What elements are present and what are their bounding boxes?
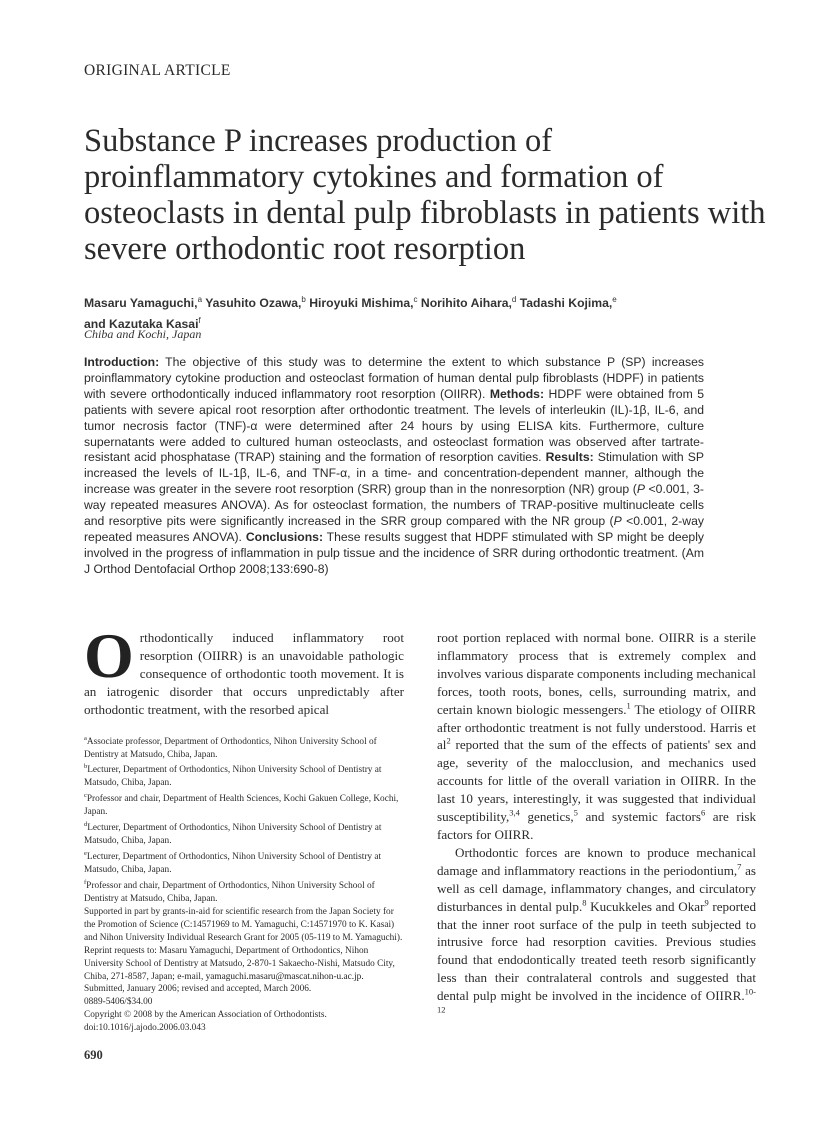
footnote (84, 790, 404, 819)
paragraph-text: Kucukkeles and Okar (586, 898, 705, 914)
email-link[interactable]: yamaguchi.masaru@mascat.nihon-u.ac.jp. (205, 971, 364, 982)
abstract-results-text: <0.001, 2-way repeated measures ANOVA). (84, 514, 704, 544)
paragraph-text: genetics, (519, 809, 574, 825)
p-value-symbol: P (636, 482, 645, 497)
author-mark: b (301, 295, 306, 304)
footnote-text: Professor and chair, Department of Orthodontics, Nihon University School of Dentistry at Matsudo, Chiba, Japan. (84, 881, 375, 905)
paragraph-text: rthodontically induced inflammatory root resorption (OIIRR) is an unavoidable pathologic consequence of orthodontic tooth movement. It is an iatrogenic disorder that occurs unpredictably after orthodontic treatment, with the resorbed apical (84, 630, 404, 717)
author-mark: f (198, 316, 201, 326)
paragraph-text: The etiology of OIIRR after orthodontic treatment is not fully understood. Harris et al (437, 701, 756, 753)
footnote (84, 819, 404, 848)
affiliation: Chiba and Kochi, Japan (84, 327, 202, 341)
abstract (84, 355, 704, 578)
footnote-mark: b (84, 763, 88, 771)
abstract-methods-head: Methods: (485, 386, 545, 401)
author-name: Norihito Aihara, (420, 296, 512, 311)
body-paragraph (437, 629, 756, 844)
footnote-mark: f (84, 879, 87, 887)
author-mark: e (612, 295, 617, 304)
footnote-text: Professor and chair, Department of Health Sciences, Kochi Gakuen College, Kochi, Japan. (84, 794, 399, 818)
footnote-mark: d (84, 821, 88, 829)
paragraph-text: as well as cell damage, inflammatory changes, and circulatory disturbances in dental pulp. (437, 862, 756, 914)
issn: 0889-5406/$34.00 (84, 997, 153, 1008)
reference-mark: 3,4 (509, 807, 520, 818)
doi: doi:10.1016/j.ajodo.2006.03.043 (84, 1023, 206, 1034)
reference-mark: 5 (573, 807, 578, 818)
footnote (84, 761, 404, 790)
abstract-intro-text: The objective of this study was to determine the extent to which substance P (SP) increases proinflammatory cytokine production and osteoclast formation of human dental pulp fibroblasts (HDPF) in patients with severe orthodontically induced inflammatory root resorption (OIIRR). (84, 355, 704, 401)
author-mark: d (511, 295, 517, 304)
funding-note: Supported in part by grants-in-aid for scientific research from the Japan Society for the Promotion of Science (C:14571969 to M. Yamaguchi, C:14571970 to K. Kasai) and Nihon University Individual Research Grant for 2005 (05-119 to M. Yamaguchi). (84, 906, 403, 943)
abstract-results-text: <0.001, 3-way repeated measures ANOVA). As for osteoclast formation, the numbers of TRAP-positive multinucleate cells and resorptive pits were significantly increased in the SRR group compared with the NR group ( (84, 482, 704, 529)
page-number: 690 (84, 1048, 103, 1062)
reprint-text: Reprint requests to: Masaru Yamaguchi, Department of Orthodontics, Nihon University School of Dentistry at Matsudo, 2-870-1 Sakaecho-Nishi, Matsudo City, Chiba, 271-8587, Japan; e-mail, (84, 945, 395, 982)
body-paragraph (84, 620, 404, 719)
paragraph-text: reported that the inner root surface of the pulp in teeth subjected to intrusive force had resorption cavities. Previous studies found that endodontically treated teeth resorb significantly less than their contralateral controls and suggested that dental pulp might be involved in the incidence of OIIRR. (437, 898, 756, 1004)
paragraph-text: root portion replaced with normal bone. OIIRR is a sterile inflammatory process that is extremely complex and involves various disparate components including mechanical forces, tooth roots, bones, cells, surrounding matrix, and certain known biologic messengers. (437, 630, 756, 717)
copyright: Copyright © 2008 by the American Association of Orthodontists. (84, 1010, 327, 1021)
paragraph-text: are risk factors for OIIRR. (437, 809, 756, 842)
reference-mark: 1 (626, 700, 631, 711)
footnote (84, 877, 404, 906)
abstract-conclusions-head: Conclusions: (241, 529, 324, 544)
author-name: Masaru Yamaguchi, (84, 296, 198, 311)
reference-mark: 9 (704, 897, 709, 908)
abstract-conclusions-text: These results suggest that HDPF stimulated with SP might be deeply involved in the progress of inflammation in pulp tissue and the incidence of SRR during orthodontic treatment. (Am J Orthod Dentofacial Orthop 2008;133:690-8) (84, 529, 705, 576)
author-name: Tadashi Kojima, (519, 296, 613, 311)
reference-mark: 2 (446, 736, 451, 747)
footnote (84, 733, 404, 762)
body-paragraph (437, 844, 756, 1023)
abstract-results-text: Stimulation with SP increased the levels of IL-1β, IL-6, and TNF-α, in a time- and concentration-dependent manner, although the increase was greater in the severe root resorption (SRR) group than in the nonresorption (NR) group ( (84, 450, 704, 497)
section-label: ORIGINAL ARTICLE (84, 62, 231, 79)
reference-mark: 6 (700, 807, 706, 818)
paragraph-text: and systemic factors (577, 809, 701, 825)
author-name: and Kazutaka Kasai (84, 317, 199, 332)
body-column-right (437, 629, 756, 1023)
footnote (84, 848, 404, 877)
author-mark: c (413, 295, 418, 304)
footnote-text: Lecturer, Department of Orthodontics, Nihon University School of Dentistry at Matsudo, Chiba, Japan. (84, 823, 382, 847)
reference-mark: 7 (737, 861, 742, 872)
footnote-mark: e (84, 850, 87, 858)
submission-dates: Submitted, January 2006; revised and accepted, March 2006. (84, 984, 312, 995)
author-name: Hiroyuki Mishima, (309, 296, 414, 311)
reference-mark: 10-12 (437, 986, 756, 1015)
paragraph-text: reported that the sum of the effects of patients' sex and age, severity of the malocclusion, and mechanics used accounts for little of the overall variation in OIIRR. In the last 10 years, interestingly, it was suggested that individual susceptibility, (437, 737, 756, 825)
footnote-text: Associate professor, Department of Orthodontics, Nihon University School of Dentistry at Matsudo, Chiba, Japan. (84, 736, 377, 760)
abstract-results-head: Results: (541, 450, 594, 465)
abstract-intro-head: Introduction: (84, 355, 160, 369)
footnote-mark: a (84, 734, 87, 742)
footnote-text: Lecturer, Department of Orthodontics, Nihon University School of Dentistry at Matsudo, Chiba, Japan. (84, 765, 382, 789)
footnotes (84, 733, 404, 1036)
article-title: Substance P increases production of proinflammatory cytokines and formation of osteoclasts in dental pulp fibroblasts in patients with severe orthodontic root resorption (84, 123, 766, 267)
reference-mark: 8 (582, 897, 587, 908)
drop-cap: O (84, 620, 134, 691)
author-mark: a (197, 295, 203, 304)
paragraph-text: Orthodontic forces are known to produce mechanical damage and inflammatory reactions in the periodontium, (437, 844, 756, 878)
author-name: Yasuhito Ozawa, (205, 296, 302, 311)
abstract-methods-text: HDPF were obtained from 5 patients with severe apical root resorption after orthodontic treatment. The levels of interleukin (IL)-1β, IL-6, and tumor necrosis factor (TNF)-α were determined after 24 hours by using ELISA kits. Furthermore, culture supernatants were added to cultured human osteoclasts, and osteoclast formation was observed after tartrate-resistant acid phosphatase (TRAP) staining and the formation of resorption cavities. (84, 386, 705, 465)
p-value-symbol: P (613, 514, 622, 529)
footnote-mark: c (84, 792, 87, 800)
body-column-left (84, 620, 404, 1035)
reprint-note (84, 945, 404, 984)
footnote-text: Lecturer, Department of Orthodontics, Nihon University School of Dentistry at Matsudo, Chiba, Japan. (84, 852, 382, 876)
